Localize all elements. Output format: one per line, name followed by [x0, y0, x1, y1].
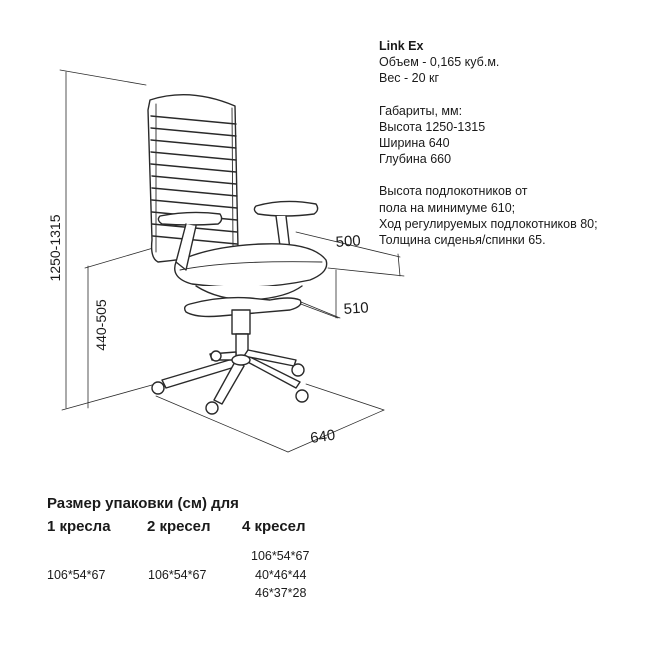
total-height-dimension-line — [60, 70, 152, 410]
package-size-four-3: 46*37*28 — [255, 586, 307, 600]
chair-base — [162, 350, 300, 404]
depth-text: Глубина 660 — [379, 152, 452, 167]
spacer — [379, 87, 598, 103]
base-width-dimension-line — [156, 384, 384, 452]
seat-depth-label: 500 — [335, 232, 362, 251]
base-width-label: 640 — [309, 426, 337, 447]
weight-text: Вес - 20 кг — [379, 71, 440, 86]
height-text: Высота 1250-1315 — [379, 119, 486, 134]
width-text: Ширина 640 — [379, 136, 450, 151]
armrest-travel-text: Ход регулируемых подлокотников 80; — [379, 216, 598, 231]
column-header-two: 2 кресел — [147, 518, 211, 535]
chair-mechanism — [185, 298, 301, 360]
seat-height-label: 440-505 — [93, 299, 109, 351]
armrest-height-note: Высота подлокотников от — [379, 184, 528, 199]
chair-right-armrest — [254, 201, 317, 250]
dimensions-header: Габариты, мм: — [379, 103, 463, 118]
total-height-label: 1250-1315 — [47, 214, 63, 282]
package-size-one: 106*54*67 — [47, 568, 106, 582]
volume-text: Объем - 0,165 куб.м. — [379, 55, 500, 70]
seat-thickness-text: Толщина сиденья/спинки 65. — [379, 233, 546, 248]
seat-width-label: 510 — [343, 299, 370, 318]
packaging-title: Размер упаковки (см) для — [47, 495, 239, 512]
column-header-one: 1 кресла — [47, 518, 111, 535]
package-size-two: 106*54*67 — [148, 568, 207, 582]
spec-block — [379, 38, 598, 248]
armrest-height-note-cont: пола на минимуме 610; — [379, 200, 516, 215]
package-size-four-2: 40*46*44 — [255, 568, 307, 582]
spacer — [379, 167, 598, 183]
package-size-four-1: 106*54*67 — [251, 549, 310, 563]
column-header-four: 4 кресел — [242, 518, 306, 535]
model-name: Link Ex — [379, 39, 424, 53]
